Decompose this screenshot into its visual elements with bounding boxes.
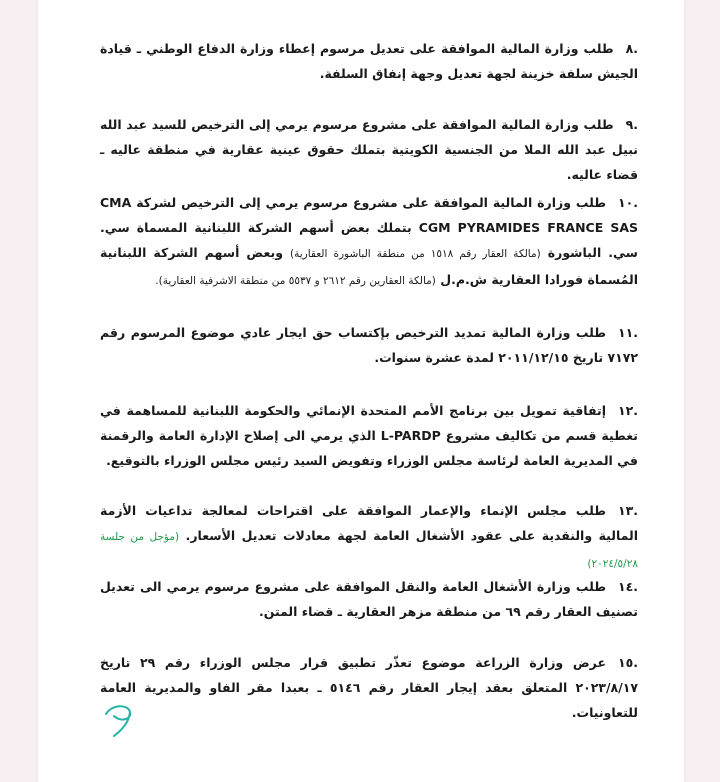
item-text: طلب مجلس الإنماء والإعمار الموافقة على اقتراحات لمعالجة تداعيات الأزمة المالية والنقدية على عقود الأشغال العامة لجهة معادلات تعديل الأسعار. <box>100 503 638 543</box>
item-parenthetical: (مالكة العقارين رقم ٢٦١٢ و ٥٥٣٧ من منطقة الاشرفية العقارية). <box>155 275 436 287</box>
agenda-item-8 <box>100 36 638 86</box>
postponed-note: (مؤجل من جلسة ٢٠٢٤/٥/٢٨) <box>100 531 638 570</box>
item-number: .١٥ <box>617 655 638 670</box>
item-text: طلب وزارة الأشغال العامة والنقل الموافقة على مشروع مرسوم يرمي الى تعديل تصنيف العقار رقم ٦٩ من منطقة مزهر العقارية ـ قضاء المتن. <box>100 579 638 619</box>
item-text: طلب وزارة المالية الموافقة على تعديل مرسوم إعطاء وزارة الدفاع الوطني ـ قيادة الجيش سلفة خزينة لجهة تعديل وجهة إنفاق السلفة. <box>100 41 638 81</box>
item-text-continued: وبعض أسهم الشركة اللبنانية المُسماة فورادا العقارية ش.م.ل <box>100 245 638 287</box>
item-number: .١٣ <box>617 503 638 518</box>
agenda-item-14 <box>100 574 638 624</box>
item-number: .٩ <box>625 117 638 132</box>
agenda-item-15 <box>100 650 638 725</box>
agenda-item-9 <box>100 112 638 187</box>
item-number: .٨ <box>625 41 638 56</box>
agenda-item-10 <box>100 190 638 294</box>
item-text: طلب وزارة المالية الموافقة على مشروع مرسوم يرمي إلى الترخيص لشركة CMA CGM PYRAMIDES FRANCE SAS بتملك بعض أسهم الشركة اللبنانية المسماة سي. سي. الباشورة <box>100 195 638 260</box>
item-text: إتفاقية تمويل بين برنامج الأمم المتحدة الإنمائي والحكومة اللبنانية للمساهمة في تغطية قسم من تكاليف مشروع L-PARDP الذي يرمي الى إصلاح الإدارة العامة والرقمنة في المديرية العامة لرئاسة مجلس الوزراء وتفويض السيد رئيس مجلس الوزراء بالتوقيع. <box>100 403 638 468</box>
item-parenthetical: (مالكة العقار رقم ١٥١٨ من منطقة الباشورة العقارية) <box>290 248 541 260</box>
item-number: .١٢ <box>617 403 638 418</box>
item-number: .١١ <box>617 325 638 340</box>
item-text: طلب وزارة المالية تمديد الترخيص بإكتساب حق ايجار عادي موضوع المرسوم رقم ٧١٧٢ تاريخ ٢٠١١/١٢/١٥ لمدة عشرة سنوات. <box>100 325 638 365</box>
signature-initial <box>102 700 138 744</box>
agenda-item-12 <box>100 398 638 473</box>
item-number: .١٤ <box>617 579 638 594</box>
agenda-item-13 <box>100 498 638 577</box>
agenda-item-11 <box>100 320 638 370</box>
item-text: عرض وزارة الزراعة موضوع تعذّر تطبيق قرار مجلس الوزراء رقم ٢٩ تاريخ ٢٠٢٣/٨/١٧ المتعلق بعقد إيجار العقار رقم ٥١٤٦ ـ بعبدا مقر الفاو والمديرية العامة للتعاونيات. <box>100 655 638 720</box>
item-number: .١٠ <box>617 195 638 210</box>
item-text: طلب وزارة المالية الموافقة على مشروع مرسوم يرمي إلى الترخيص للسيد عبد الله نبيل عبد الله الملا من الجنسية الكويتية بتملك حقوق عينية عقارية في منطقة عاليه ـ قضاء عاليه. <box>100 117 638 182</box>
document-page <box>38 0 684 782</box>
